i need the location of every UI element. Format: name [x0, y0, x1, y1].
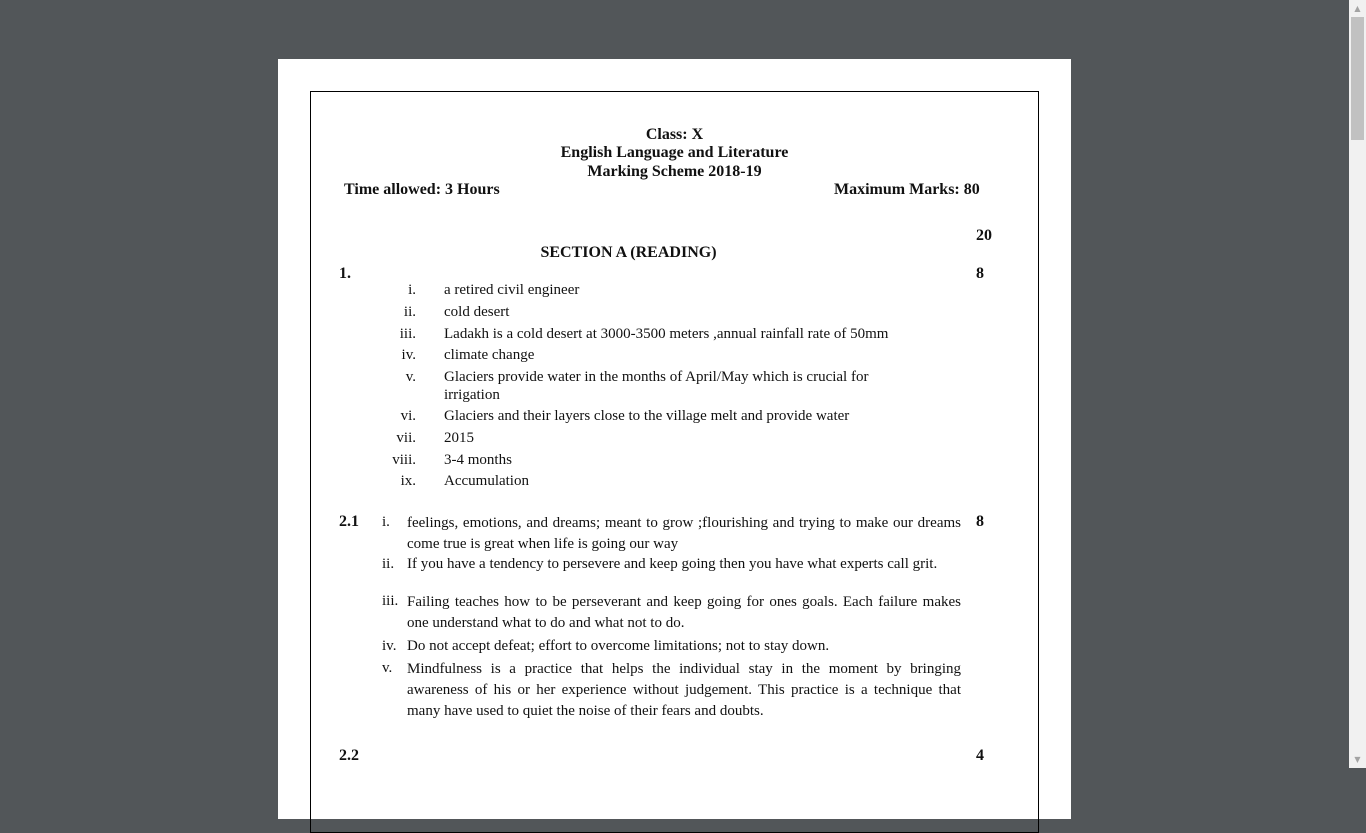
q1-number: 1. [339, 265, 351, 282]
q22-number: 2.2 [339, 747, 359, 764]
q1-item-text: 3-4 months [444, 452, 512, 468]
q22-marks: 4 [976, 747, 984, 764]
q21-item-num: iii. [382, 593, 399, 609]
q1-item-text: Glaciers provide water in the months of April/May which is crucial for irrigation [444, 369, 869, 403]
q1-item-num: ii. [403, 304, 416, 320]
scroll-up-arrow-icon[interactable]: ▲ [1354, 4, 1361, 13]
q1-item-text: Accumulation [444, 473, 529, 489]
q1-item-text: cold desert [444, 304, 510, 320]
q21-item-text: feelings, emotions, and dreams; meant to grow ;flourishing and trying to make our dreams come true is great when life is going our way [407, 515, 961, 552]
q21-item-text: Do not accept defeat; effort to overcome limitations; not to stay down. [407, 638, 830, 654]
maximum-marks: Maximum Marks: 80 [834, 181, 980, 198]
vertical-scrollbar[interactable] [1349, 0, 1366, 768]
q21-marks: 8 [976, 513, 984, 530]
q1-item-text: 2015 [444, 430, 474, 446]
q21-item-num: ii. [382, 556, 395, 572]
q1-item-num: viii. [392, 452, 416, 468]
q1-item-num: i. [408, 282, 416, 298]
q21-number: 2.1 [339, 513, 359, 530]
q1-item-num: v. [405, 369, 416, 385]
doc-title-scheme: Marking Scheme 2018-19 [587, 163, 762, 180]
q1-item-num: iv. [401, 347, 416, 363]
q1-item-text: a retired civil engineer [444, 282, 580, 298]
q1-marks: 8 [976, 265, 984, 282]
scrollbar-thumb[interactable] [1351, 17, 1364, 140]
q1-item-num: vi. [400, 408, 416, 424]
section-title: SECTION A (READING) [540, 244, 717, 261]
q1-item-text: Glaciers and their layers close to the village melt and provide water [444, 408, 850, 424]
q21-item-num: i. [382, 514, 390, 530]
q1-item-text: Ladakh is a cold desert at 3000-3500 meters ,annual rainfall rate of 50mm [444, 326, 889, 342]
q1-item-num: iii. [399, 326, 416, 342]
pdf-page [278, 59, 1071, 819]
time-allowed: Time allowed: 3 Hours [344, 181, 500, 198]
scroll-down-arrow-icon[interactable]: ▼ [1354, 755, 1361, 764]
q21-item-num: v. [382, 660, 393, 676]
doc-title-class: Class: X [645, 126, 704, 143]
q1-item-num: vii. [396, 430, 416, 446]
q21-item-text: If you have a tendency to persevere and keep going then you have what experts call grit. [407, 556, 938, 572]
q1-item-text: climate change [444, 347, 535, 363]
q21-item-text: Failing teaches how to be perseverant and keep going for ones goals. Each failure makes one understand what to do and what not to do. [407, 594, 961, 631]
q21-item-num: iv. [382, 638, 397, 654]
q21-item-text: Mindfulness is a practice that helps the individual stay in the moment by bringing awareness of his or her experience without judgement. This practice is a technique that many have used to quiet the noise of their fears and doubts. [407, 661, 961, 719]
q1-item-num: ix. [400, 473, 416, 489]
section-marks: 20 [976, 227, 992, 244]
doc-title-subject: English Language and Literature [560, 144, 789, 161]
